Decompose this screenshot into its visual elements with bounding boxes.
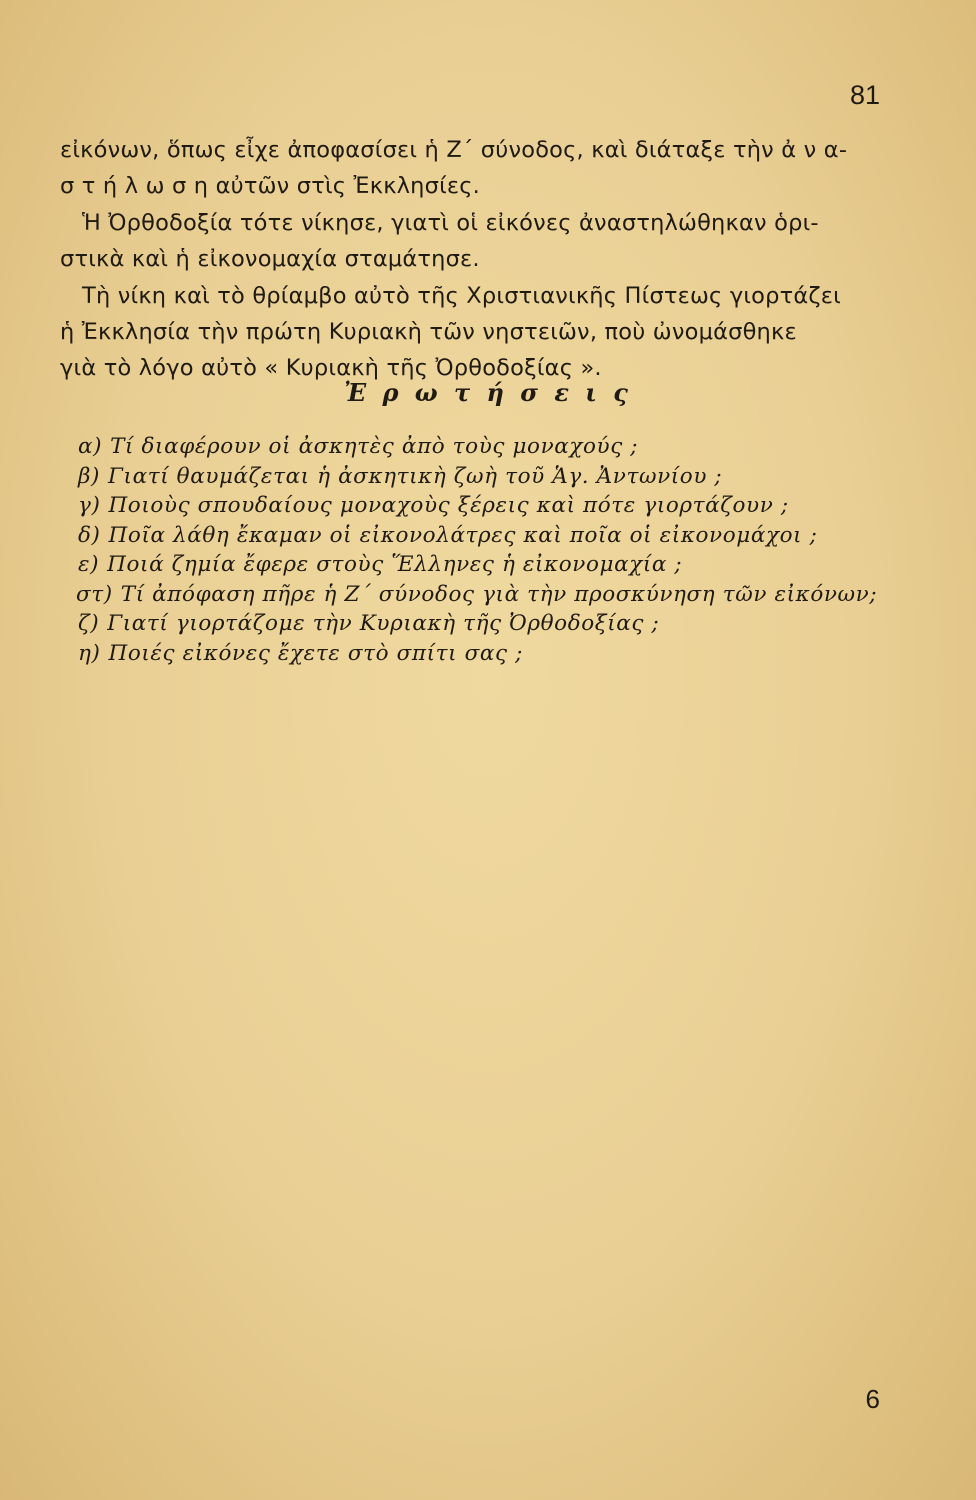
question-label: β) <box>78 463 101 489</box>
question-label: ε) <box>78 552 100 577</box>
question-text: Γιατί γιορτάζομε τὴν Κυριακὴ τῆς Ὀρθοδοξίας ; <box>107 611 660 636</box>
question-label: α) <box>78 434 103 459</box>
question-item <box>78 462 958 492</box>
question-item <box>78 521 958 551</box>
question-text: Γιατί θαυμάζεται ἡ ἀσκητικὴ ζωὴ τοῦ Ἁγ. Ἀντωνίου ; <box>108 463 723 489</box>
question-label: η) <box>78 640 101 666</box>
body-paragraph <box>60 132 920 387</box>
text-line: Τὴ νίκη καὶ τὸ θρίαμβο αὐτὸ τῆς Χριστιανικῆς Πίστεως γιορτάζει <box>82 282 841 309</box>
question-text: Ποιά ζημία ἔφερε στοὺς Ἕλληνες ἡ εἰκονομαχία ; <box>107 552 683 577</box>
question-item <box>78 609 958 639</box>
question-label: ζ) <box>78 611 100 636</box>
question-label: στ) <box>76 581 113 607</box>
text-line: σ τ ή λ ω σ η αὐτῶν στὶς Ἐκκλησίες. <box>60 173 481 200</box>
question-item <box>78 432 958 462</box>
question-item <box>78 491 958 521</box>
text-line: ἡ Ἐκκλησία τὴν πρώτη Κυριακὴ τῶν νηστειῶν, ποὺ ὠνομάσθηκε <box>60 319 797 346</box>
text-line: γιὰ τὸ λόγο αὐτὸ « Κυριακὴ τῆς Ὀρθοδοξίας ». <box>60 355 602 382</box>
questions-heading: Ἐ ρ ω τ ή σ ε ι ς <box>344 378 632 407</box>
text-line: Ἡ Ὀρθοδοξία τότε νίκησε, γιατὶ οἱ εἰκόνες ἀναστηλώθηκαν ὁρι- <box>82 209 819 236</box>
question-text: Τί ἀπόφαση πῆρε ἡ Ζ΄ σύνοδος γιὰ τὴν προσκύνηση τῶν εἰκόνων; <box>120 581 878 607</box>
text-line: στικὰ καὶ ἡ εἰκονομαχία σταμάτησε. <box>60 246 480 273</box>
question-label: γ) <box>78 493 101 518</box>
page-number: 81 <box>849 80 880 110</box>
question-text: Ποιοὺς σπουδαίους μοναχοὺς ξέρεις καὶ πότε γιορτάζουν ; <box>108 493 789 518</box>
question-label: δ) <box>78 522 101 548</box>
question-item <box>78 550 958 580</box>
signature-number: 6 <box>865 1384 880 1414</box>
questions-list <box>78 432 958 668</box>
question-text: Τί διαφέρουν οἱ ἀσκητὲς ἀπὸ τοὺς μοναχούς ; <box>110 434 639 459</box>
question-text: Ποῖα λάθη ἔκαμαν οἱ εἰκονολάτρες καὶ ποῖα οἱ εἰκονομάχοι ; <box>108 522 818 548</box>
question-item <box>78 639 958 669</box>
text-line: εἰκόνων, ὅπως εἶχε ἀποφασίσει ἡ Ζ΄ σύνοδος, καὶ διάταξε τὴν ἀ ν α- <box>60 137 848 163</box>
question-item <box>76 580 958 610</box>
question-text: Ποιές εἰκόνες ἔχετε στὸ σπίτι σας ; <box>108 640 523 666</box>
